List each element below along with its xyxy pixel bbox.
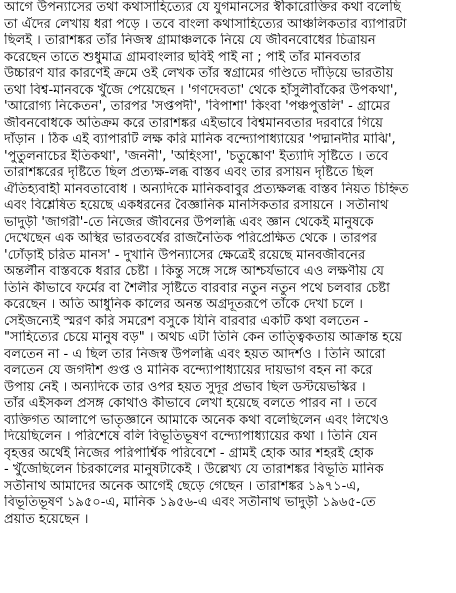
text-line: বলতেন না - এ ছিল তার নিজস্ব উপলব্ধি এবং হয়ত আদর্শও । তিনি আরো xyxy=(4,346,386,362)
text-line: তারাশঙ্করের দৃষ্টিতে ছিল প্রত্যক্ষ-লব্ধ বাস্তব এবং তার রসায়ন দৃষ্টিতে ছিল xyxy=(4,165,374,180)
text-line: জীবনবোধকে অতিক্রম করে তারাশঙ্কর এইভাবে বিশ্বমানবতার দরবারে গিয়ে xyxy=(4,115,383,131)
body-paragraph xyxy=(4,0,451,528)
text-line: 'আরোগ্য নিকেতন', তারপর 'সপ্তপদী', 'বিপাশা' কিংবা 'পঞ্চপুত্তলি' - গ্রামের xyxy=(4,99,391,114)
text-line: উচ্চারণ যার কারণেই ক্রমে ওই লেখক তাঁর স্বগ্রামের গণ্ডিতে দাঁড়িয়ে ভারতীয় xyxy=(4,66,394,81)
text-line: দাঁড়ান । ঠিক এই ব্যাপারটি লক্ষ করি মানিক বন্দ্যোপাধ্যায়ের 'পদ্মানদীর মাঝি', xyxy=(4,132,396,147)
text-line: - খুঁজেছিলেন চিরকালের মানুষটাকেই । উল্লেখ্য যে তারাশঙ্কর বিভূতি মানিক xyxy=(4,462,384,477)
text-line: সতীনাথ আমাদের অনেক আগেই ছেড়ে গেছেন । তারাশঙ্কর ১৯৭১-এ, xyxy=(4,478,361,494)
text-line: প্রয়াত হয়েছেন । xyxy=(4,511,89,527)
text-line: অন্তর্লীন বাস্তবকে ধরার চেষ্টা । কিন্তু সঙ্গে সঙ্গে আশ্চর্যভাবে এও লক্ষণীয় যে xyxy=(4,264,384,279)
text-line: বিভূতিভূষণ ১৯৫০-এ, মানিক ১৯৫৬-এ এবং সতীনাথ ভাদুড়ী ১৯৬৫-তে xyxy=(4,495,376,510)
text-line: 'পুতুলনাচের ইতিকথা', 'জননী', 'অহিংসা', 'চতুষ্কোণ' ইত্যাদি সৃষ্টিতে । তবে xyxy=(4,148,389,164)
text-line: ব্যক্তিগত আলাপে ভাতৃজ্ঞানে আমাকে অনেক কথা বলেছিলেন এবং লিখেও xyxy=(4,412,389,428)
text-line: তা এঁদের লেখায় ধরা পড়ে । তবে বাংলা কথাসাহিত্যের আঞ্চলিকতার ব্যাপারটা xyxy=(4,16,407,32)
text-line: বলতেন যে জগদীশ গুপ্ত ও মানিক বন্দ্যোপাধ্যায়ের দায়ভাগ বহন না করে xyxy=(4,363,373,378)
text-line: "সাহিত্যের চেয়ে মানুষ বড়" । অথচ এটা তিনি কেন তাত্ত্বিকতায় আক্রান্ত হয়ে xyxy=(4,330,402,345)
text-line: ঐতিহ্যবাহী মানবতাবোধ । অন্যদিকে মানিকবাবুর প্রত্যক্ষলব্ধ বাস্তব নিয়ত চিহ্নিত xyxy=(4,181,409,197)
text-line: আগে উপন্যাসের তথা কথাসাহিত্যের যে যুগমানসের স্বীকারোক্তির কথা বলেছি xyxy=(4,0,401,15)
text-line: ছিলই । তারাশঙ্কর তাঁর নিজস্ব গ্রামাঞ্চলকে নিয়ে যে জীবনবোধের চিত্রায়ন xyxy=(4,33,376,48)
text-line: তথা বিশ্ব-মানবকে খুঁজে পেয়েছেন । 'গণদেবতা' থেকে হাঁসুলীবাঁকের উপকথা', xyxy=(4,82,398,98)
text-line: করেছেন । অতি আধুনিক কালের অনন্ত অগ্রদূতরূপে তাঁকে দেখা চলে । xyxy=(4,297,363,312)
text-line: দেখেছেন এক অস্থির ভারতবর্ষের রাজনৈতিক পরিপ্রেক্ষিত থেকে । তারপর xyxy=(4,231,377,246)
text-line: এবং বিশ্লেষিত হয়েছে একধরনের বৈজ্ঞানিক মানসিকতার রসায়নে । সতীনাথ xyxy=(4,198,389,213)
text-line: তাঁর এইসকল প্রসঙ্গ কোথাও কীভাবে লেখা হয়েছে বলতে পারব না । তবে xyxy=(4,396,378,411)
text-line: দিয়েছিলেন । পরিশেষে বলি বিভূতিভূষণ বন্দ্যোপাধ্যায়ের কথা । তিনি যেন xyxy=(4,429,378,444)
text-line: তিনি কীভাবে ফর্মের বা শৈলীর সৃষ্টিতে বারবার নতুন নতুন পথে চলবার চেষ্টা xyxy=(4,280,390,296)
text-line: উপায় নেই । অন্যদিকে তার ওপর হয়ত সুদূর প্রভাব ছিল ডস্টয়েভস্কির । xyxy=(4,379,366,395)
text-line: ভাদুড়ী 'জাগরী'-তে নিজের জীবনের উপলব্ধি এবং জ্ঞান থেকেই মানুষকে xyxy=(4,214,374,230)
text-line: করেছেন তাতে শুধুমাত্র গ্রামবাংলার ছবিই পাই না ; পাই তাঁর মানবতার xyxy=(4,49,361,65)
text-line: 'ঢোঁড়াই চরিত মানস' - দুখানি উপন্যাসের ক্ষেত্রেই রয়েছে মানবজীবনের xyxy=(4,247,366,263)
text-line: বৃহত্তর অর্থেই নিজের পরিপার্শ্বিক পরিবেশে - গ্রামই হোক আর শহরই হোক xyxy=(4,445,374,461)
text-line: সেইজন্যেই স্মরণ করি সমরেশ বসুকে যিনি বারবার একটি কথা বলতেন - xyxy=(4,313,369,329)
